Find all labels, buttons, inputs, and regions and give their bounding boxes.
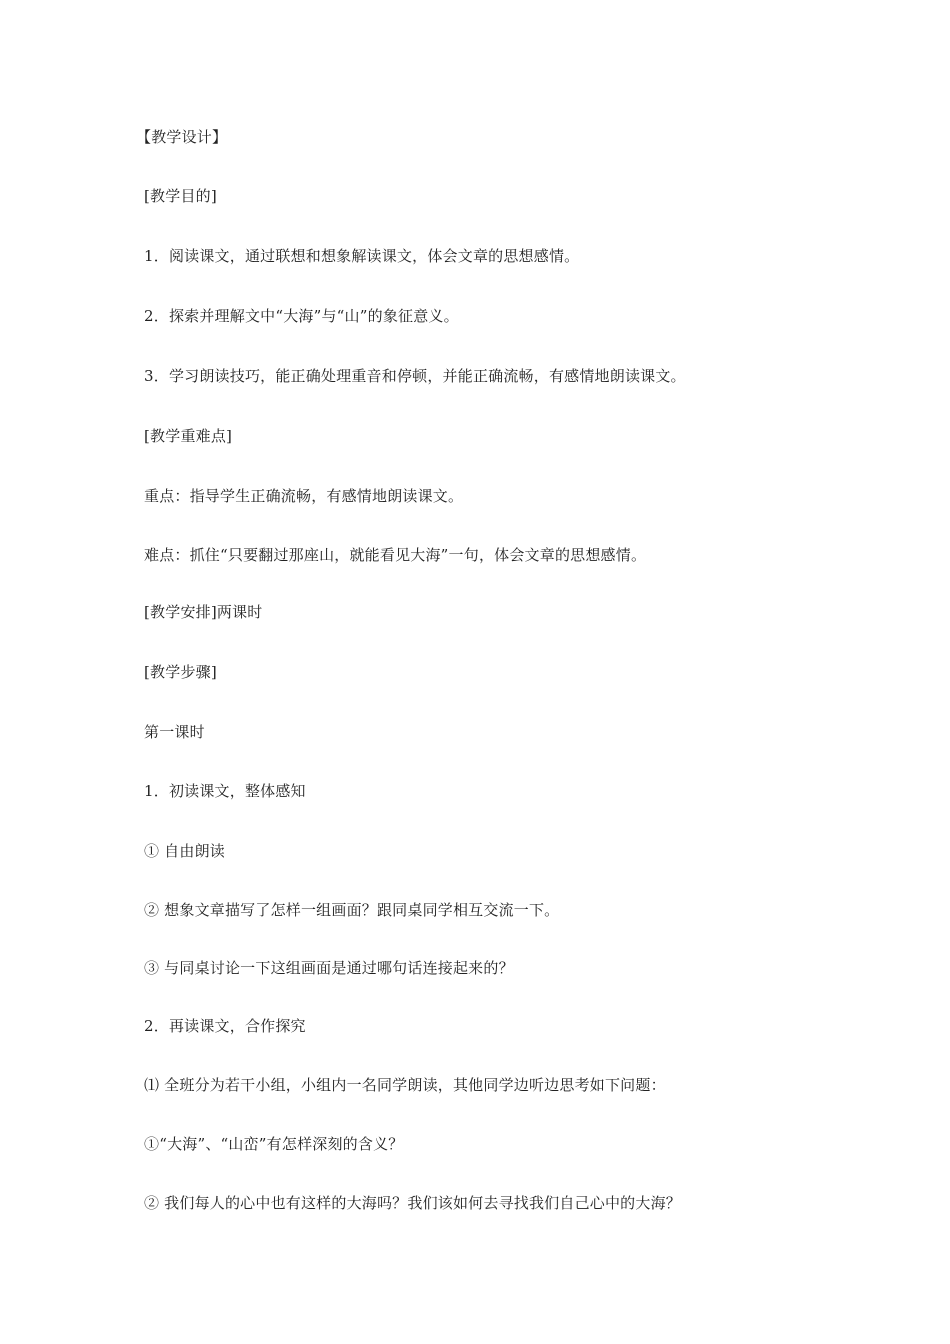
heading-teaching-goals: [教学目的] (144, 187, 217, 205)
goal-item-2: 2．探索并理解文中“大海”与“山”的象征意义。 (144, 307, 459, 325)
heading-key-difficult-points: [教学重难点] (144, 427, 233, 445)
sub-item-imagine-scenes: ② 想象文章描写了怎样一组画面？跟同桌同学相互交流一下。 (144, 901, 560, 919)
difficult-point-text: 难点：抓住“只要翻过那座山，就能看见大海”一句，体会文章的思想感情。 (144, 546, 647, 564)
question-item-meaning: ①“大海”、“山峦”有怎样深刻的含义？ (144, 1135, 404, 1153)
sub-item-free-reading: ① 自由朗读 (144, 842, 225, 860)
sub-item-group-reading: ⑴ 全班分为若干小组，小组内一名同学朗读，其他同学边听边思考如下问题： (144, 1076, 666, 1094)
step-item-1: 1．初读课文，整体感知 (144, 782, 306, 800)
heading-teaching-design: 【教学设计】 (136, 128, 228, 146)
step-item-2: 2．再读课文，合作探究 (144, 1017, 306, 1035)
first-lesson-heading: 第一课时 (144, 723, 205, 741)
question-item-inner-sea: ② 我们每人的心中也有这样的大海吗？我们该如何去寻找我们自己心中的大海？ (144, 1194, 681, 1212)
heading-teaching-steps: [教学步骤] (144, 663, 217, 681)
goal-item-3: 3．学习朗读技巧，能正确处理重音和停顿，并能正确流畅，有感情地朗读课文。 (144, 367, 686, 385)
heading-teaching-arrangement: [教学安排]两课时 (144, 603, 263, 621)
sub-item-discuss-connection: ③ 与同桌讨论一下这组画面是通过哪句话连接起来的？ (144, 959, 514, 977)
key-point-text: 重点：指导学生正确流畅，有感情地朗读课文。 (144, 487, 464, 505)
goal-item-1: 1．阅读课文，通过联想和想象解读课文，体会文章的思想感情。 (144, 247, 580, 265)
